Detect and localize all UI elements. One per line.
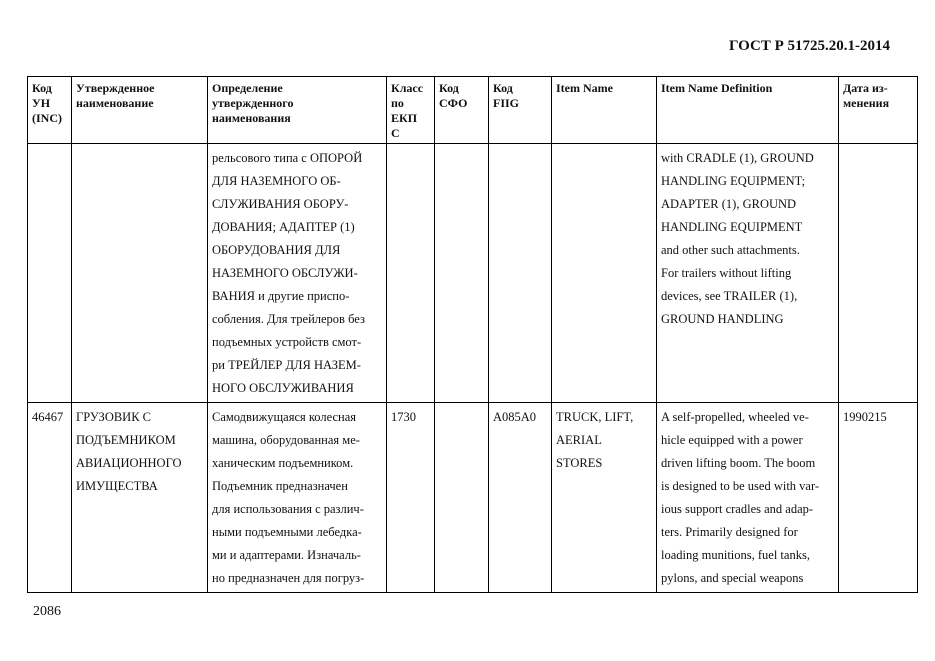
header-fiig [489,77,552,144]
header-line: утвержденного [212,96,294,110]
cell-approved-name [72,403,208,593]
cell-line: driven lifting boom. The boom [661,456,816,470]
cell-line: devices, see TRAILER (1), [661,289,798,303]
header-change-date [839,77,918,144]
cell-line: loading munitions, fuel tanks, [661,548,810,562]
cell-line: ми и адаптерами. Изначаль- [212,548,361,562]
cell-change-date [839,144,918,403]
cell-approved-name [72,144,208,403]
cell-line: ханическим подъемником. [212,456,354,470]
cell-line: ными подъемными лебедка- [212,525,362,539]
cell-line: ВАНИЯ и другие приспо- [212,289,350,303]
cell-line: АВИАЦИОННОГО [76,456,182,470]
cell-sfo [435,403,489,593]
header-line: Код [32,81,52,95]
header-line: FIIG [493,96,520,110]
header-class [387,77,435,144]
cell-line: ГРУЗОВИК С [76,410,152,424]
cell-item-name-definition [657,403,839,593]
cell-line: with CRADLE (1), GROUND [661,151,814,165]
header-approved-name [72,77,208,144]
cell-line: For trailers without lifting [661,266,792,280]
header-line: наименование [76,96,154,110]
cell-line: ри ТРЕЙЛЕР ДЛЯ НАЗЕМ- [212,358,361,372]
table-row [28,144,918,403]
specification-table [27,76,918,593]
cell-definition [208,144,387,403]
cell-line: собления. Для трейлеров без [212,312,365,326]
cell-line: подъемных устройств смот- [212,335,362,349]
header-line: Код [439,81,459,95]
header-line: Код [493,81,513,95]
header-line: УН [32,96,51,110]
cell-line: Подъемник предназначен [212,479,348,493]
header-line: (INC) [32,111,62,125]
header-line: СФО [439,96,468,110]
cell-line: and other such attachments. [661,243,800,257]
cell-line: ADAPTER (1), GROUND [661,197,797,211]
table-header-row [28,77,918,144]
header-definition [208,77,387,144]
header-line: наименования [212,111,291,125]
header-line: по [391,96,404,110]
cell-inc: 46467 [28,403,72,593]
cell-fiig: A085A0 [489,403,552,593]
cell-line: ious support cradles and adap- [661,502,814,516]
cell-class: 1730 [387,403,435,593]
header-item-name-definition [657,77,839,144]
cell-line: A self-propelled, wheeled ve- [661,410,809,424]
table-row [28,403,918,593]
cell-line: рельсового типа с ОПОРОЙ [212,151,363,165]
cell-line: НАЗЕМНОГО ОБСЛУЖИ- [212,266,358,280]
header-item-name [552,77,657,144]
header-line: Класс [391,81,424,95]
cell-line: HANDLING EQUIPMENT [661,220,803,234]
cell-item-name [552,144,657,403]
header-line: Утвержденное [76,81,155,95]
cell-item-name-definition [657,144,839,403]
cell-line: STORES [556,456,603,470]
cell-sfo [435,144,489,403]
header-line: ЕКП [391,111,418,125]
cell-line: ДОВАНИЯ; АДАПТЕР (1) [212,220,355,234]
cell-item-name [552,403,657,593]
header-line: Определение [212,81,283,95]
cell-line: СЛУЖИВАНИЯ ОБОРУ- [212,197,349,211]
cell-line: машина, оборудованная ме- [212,433,360,447]
header-line: менения [843,96,890,110]
page-number: 2086 [33,604,61,619]
header-sfo [435,77,489,144]
cell-line: hicle equipped with a power [661,433,803,447]
cell-inc [28,144,72,403]
cell-line: ПОДЪЕМНИКОМ [76,433,176,447]
cell-line: is designed to be used with var- [661,479,820,493]
header-line: Item Name Definition [661,81,773,95]
cell-line: но предназначен для погруз- [212,571,365,585]
cell-line: TRUCK, LIFT, [556,410,634,424]
header-line: Item Name [556,81,613,95]
cell-line: ИМУЩЕСТВА [76,479,158,493]
cell-line: pylons, and special weapons [661,571,804,585]
cell-line: HANDLING EQUIPMENT; [661,174,806,188]
cell-definition [208,403,387,593]
cell-line: GROUND HANDLING [661,312,784,326]
cell-line: ОБОРУДОВАНИЯ ДЛЯ [212,243,341,257]
document-code: ГОСТ Р 51725.20.1-2014 [728,38,890,54]
cell-line: ДЛЯ НАЗЕМНОГО ОБ- [212,174,341,188]
header-line: С [391,126,400,140]
header-inc [28,77,72,144]
cell-line: ters. Primarily designed for [661,525,798,539]
cell-class [387,144,435,403]
cell-line: Самодвижущаяся колесная [212,410,357,424]
cell-change-date: 1990215 [839,403,918,593]
cell-fiig [489,144,552,403]
header-line: Дата из- [843,81,888,95]
cell-line: AERIAL [556,433,602,447]
cell-line: НОГО ОБСЛУЖИВАНИЯ [212,381,354,395]
cell-line: для использования с различ- [212,502,364,516]
